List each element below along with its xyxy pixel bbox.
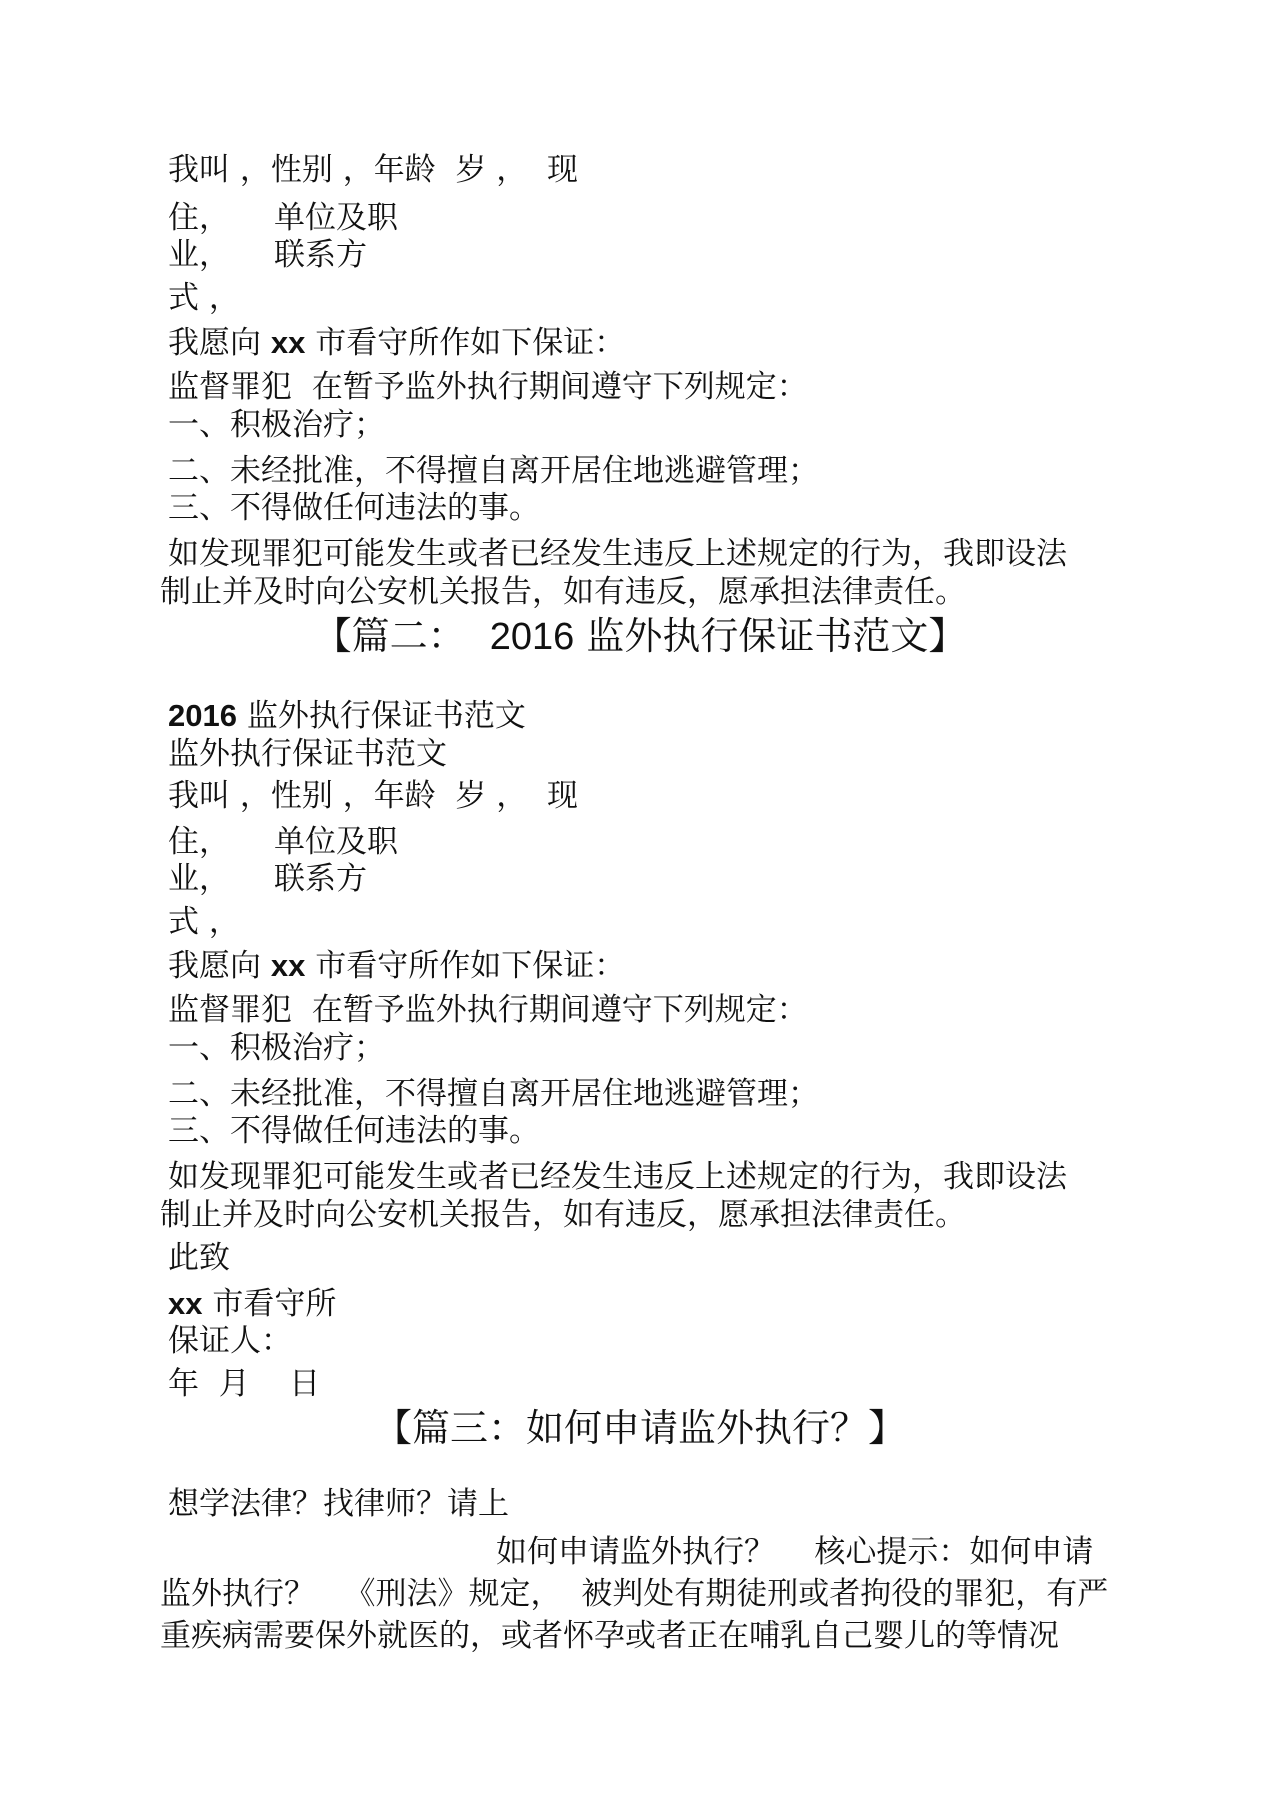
document-title xyxy=(168,696,526,736)
heading-2-prefix: 【篇二： xyxy=(313,614,490,658)
rule-2: 二、未经批准，不得擅自离开居住地逃避管理； xyxy=(168,1076,819,1112)
document-title-year: 2016 xyxy=(168,698,237,733)
pledge-line xyxy=(168,946,625,986)
date-line: 年 月 日 xyxy=(168,1366,321,1402)
recipient-name: 市看守所 xyxy=(202,1286,337,1322)
paragraph-line-1: 如何申请监外执行？ 核心提示：如何申请 xyxy=(496,1534,1094,1570)
guarantor-label: 保证人： xyxy=(168,1323,292,1359)
salutation: 此致 xyxy=(168,1240,230,1276)
document-title-text: 监外执行保证书范文 xyxy=(236,698,526,734)
heading-2-year: 2016 xyxy=(489,616,575,658)
rule-3: 三、不得做任何违法的事。 xyxy=(168,490,540,526)
rule-2: 二、未经批准，不得擅自离开居住地逃避管理； xyxy=(168,453,819,489)
contact-label: 联系方 xyxy=(274,861,367,897)
info-line-occupation-contact xyxy=(168,235,367,275)
closing-line-2: 制止并及时向公安机关报告，如有违反，愿承担法律责任。 xyxy=(160,1197,966,1233)
recipient-city-placeholder: xx xyxy=(168,1286,203,1321)
document-subtitle: 监外执行保证书范文 xyxy=(168,736,447,772)
paragraph-line-3: 重疾病需要保外就医的，或者怀孕或者正在哺乳自己婴儿的等情况 xyxy=(160,1618,1059,1654)
supervise-line: 监督罪犯 在暂予监外执行期间遵守下列规定： xyxy=(168,369,808,405)
recipient xyxy=(168,1284,336,1324)
pledge-city-placeholder: xx xyxy=(270,325,306,360)
residence-label: 住， xyxy=(168,824,230,860)
info-line-occupation-contact xyxy=(168,859,367,899)
info-line-name-gender-age: 我叫 ，性别 ，年龄 岁 ， 现 xyxy=(168,152,578,188)
info-line-method: 式 ， xyxy=(168,904,240,940)
occupation-label: 业， xyxy=(168,237,230,273)
closing-line-2: 制止并及时向公安机关报告，如有违反，愿承担法律责任。 xyxy=(160,574,966,610)
residence-label: 住， xyxy=(168,200,230,236)
section-heading-3: 【篇三：如何申请监外执行？】 xyxy=(373,1406,906,1450)
pledge-prefix: 我愿向 xyxy=(168,948,271,984)
pledge-suffix: 市看守所作如下保证： xyxy=(305,325,626,361)
supervise-line: 监督罪犯 在暂予监外执行期间遵守下列规定： xyxy=(168,992,808,1028)
closing-line-1: 如发现罪犯可能发生或者已经发生违反上述规定的行为，我即设法 xyxy=(168,536,1067,572)
pledge-prefix: 我愿向 xyxy=(168,325,271,361)
info-line-residence-employer xyxy=(168,198,398,238)
pledge-line xyxy=(168,323,625,363)
intro-line: 想学法律？找律师？请上 xyxy=(168,1486,509,1522)
employer-label: 单位及职 xyxy=(274,824,398,860)
contact-label: 联系方 xyxy=(274,237,367,273)
rule-1: 一、积极治疗； xyxy=(168,1030,385,1066)
employer-label: 单位及职 xyxy=(274,200,398,236)
paragraph-line-2: 监外执行？ 《刑法》规定， 被判处有期徒刑或者拘役的罪犯，有严 xyxy=(160,1576,1109,1612)
closing-line-1: 如发现罪犯可能发生或者已经发生违反上述规定的行为，我即设法 xyxy=(168,1159,1067,1195)
info-line-residence-employer xyxy=(168,822,398,862)
section-heading-2 xyxy=(0,612,1280,661)
heading-2-suffix: 监外执行保证书范文】 xyxy=(574,614,967,658)
rule-1: 一、积极治疗； xyxy=(168,407,385,443)
pledge-suffix: 市看守所作如下保证： xyxy=(305,948,626,984)
info-line-method: 式 ， xyxy=(168,280,240,316)
rule-3: 三、不得做任何违法的事。 xyxy=(168,1113,540,1149)
info-line-name-gender-age: 我叫 ，性别 ，年龄 岁 ， 现 xyxy=(168,778,578,814)
pledge-city-placeholder: xx xyxy=(270,948,306,983)
occupation-label: 业， xyxy=(168,861,230,897)
